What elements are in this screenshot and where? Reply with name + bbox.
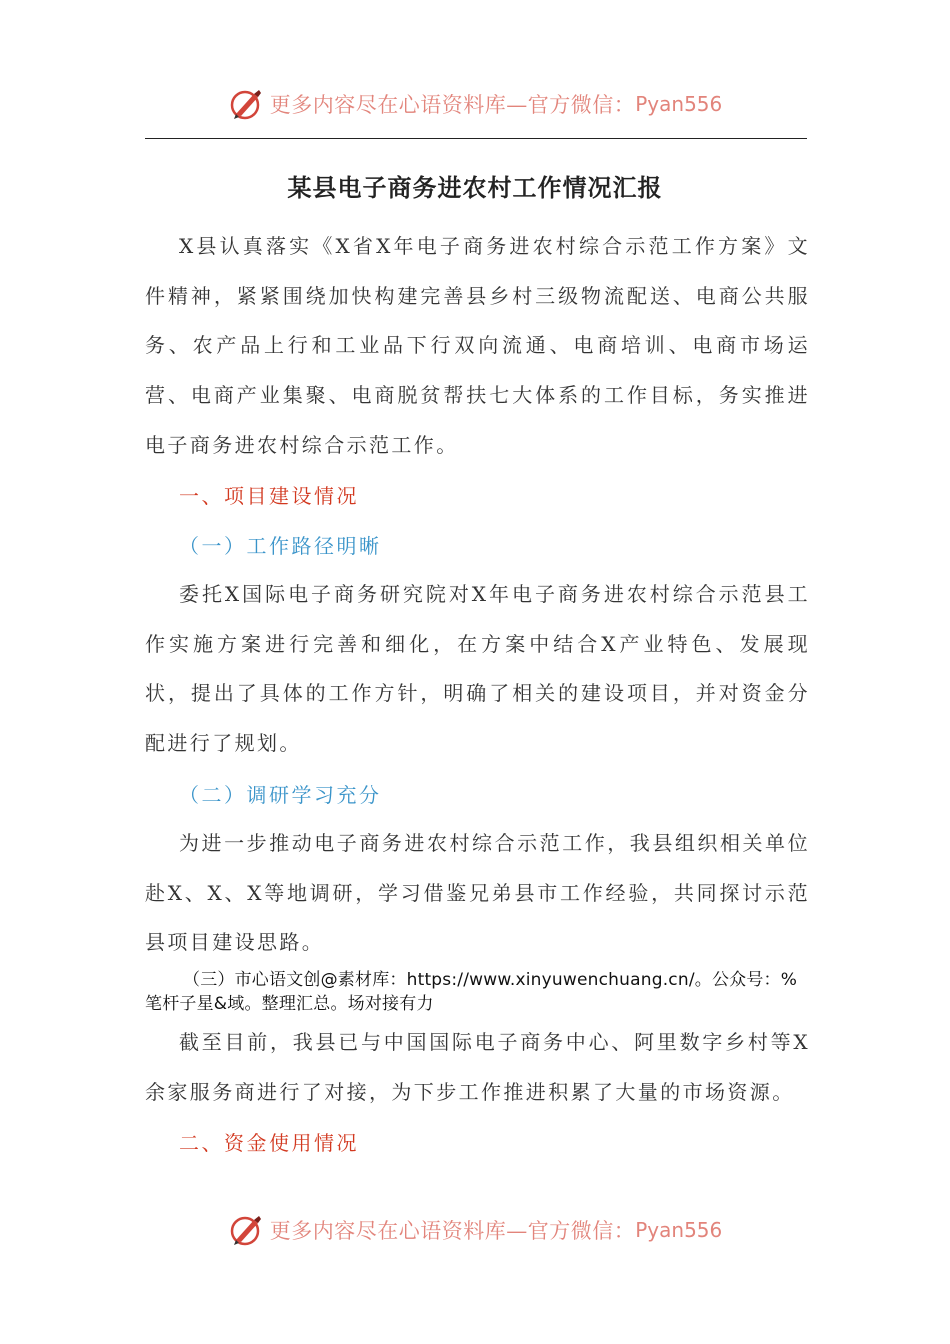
pen-logo-icon: [228, 1212, 264, 1248]
sub3-paragraph: 截至目前，我县已与中国国际电子商务中心、阿里数字乡村等X余家服务商进行了对接，为下步工作推进积累了大量的市场资源。: [145, 1030, 810, 1104]
document-title: 某县电子商务进农村工作情况汇报: [287, 173, 663, 202]
sub-heading-2: （二）调研学习充分: [179, 783, 382, 807]
sub1-paragraph: 委托X国际电子商务研究院对X年电子商务进农村综合示范县工作实施方案进行完善和细化，在方案中结合X产业特色、发展现状，提出了具体的工作方针，明确了相关的建设项目，并对资金分配进行了规划。: [145, 582, 810, 756]
banner-text: 更多内容尽在心语资料库—官方微信：: [269, 93, 636, 117]
header-divider: [145, 138, 807, 139]
sub-heading-1: （一）工作路径明晰: [179, 534, 382, 558]
header-banner: [0, 82, 950, 126]
banner-wechat-id: Pyan556: [635, 92, 723, 116]
section-heading-1: 一、项目建设情况: [179, 484, 359, 508]
banner-wechat-id: Pyan556: [635, 1218, 723, 1242]
sub2-paragraph: 为进一步推动电子商务进农村综合示范工作，我县组织相关单位赴X、X、X等地调研，学习借鉴兄弟县市工作经验，共同探讨示范县项目建设思路。: [145, 831, 810, 955]
footer-banner: [0, 1208, 950, 1252]
banner-text: 更多内容尽在心语资料库—官方微信：: [269, 1219, 636, 1243]
pen-logo-icon: [228, 86, 264, 122]
intro-paragraph: X县认真落实《X省X年电子商务进农村综合示范工作方案》文件精神，紧紧围绕加快构建完善县乡村三级物流配送、电商公共服务、农产品上行和工业品下行双向流通、电商培训、电商市场运营、电商产业集聚、电商脱贫帮扶七大体系的工作目标，务实推进电子商务进农村综合示范工作。: [145, 234, 810, 457]
sub3-line: （三）市心语文创@素材库：https://www.xinyuwenchuang.cn/。公众号：%笔杆子星&域。整理汇总。场对接有力: [145, 970, 798, 1014]
section-heading-2: 二、资金使用情况: [179, 1131, 359, 1155]
